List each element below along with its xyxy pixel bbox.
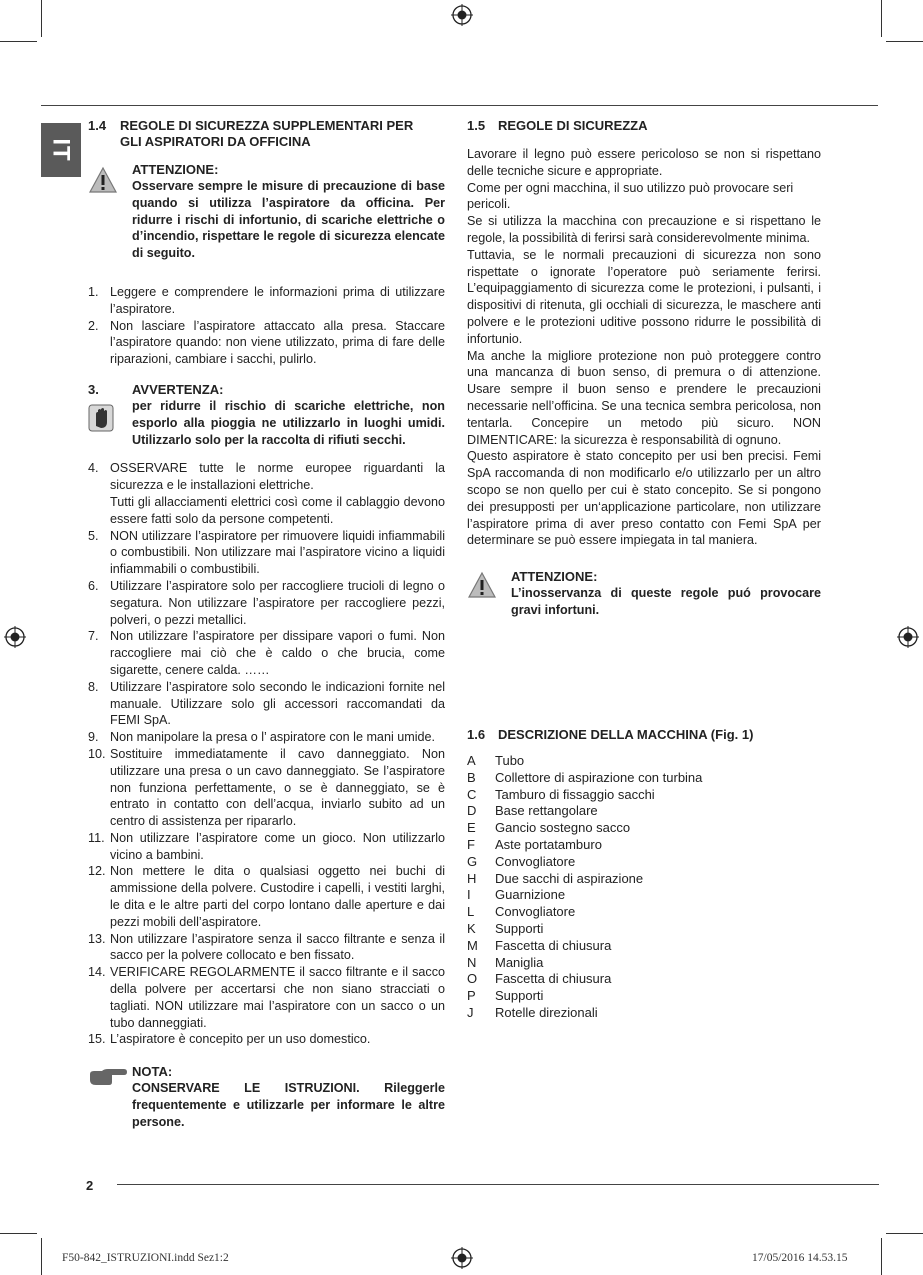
crop-mark: [881, 0, 882, 37]
part-key: K: [467, 920, 476, 936]
part-label: Tamburo di fissaggio sacchi: [495, 786, 655, 802]
part-row: [467, 904, 821, 921]
part-key: A: [467, 753, 476, 768]
list-item: [88, 679, 445, 729]
crop-mark: [881, 1238, 882, 1275]
part-label: Collettore di aspirazione con turbina: [495, 769, 703, 785]
page-number: 2: [86, 1178, 94, 1193]
heading-number: 1.5: [467, 118, 486, 133]
part-row: [467, 837, 821, 854]
footer-rule: [117, 1184, 879, 1185]
attention-text: Osservare sempre le misure di precauzione di base quando si utilizza l’aspiratore da officina. Per ridurre i rischi di infortunio, di scariche elettriche o d’incendio, rispettare le regole di sicurezza elencate di seguito.: [132, 179, 445, 261]
parts-list: [467, 753, 821, 1022]
heading-number: 1.4: [88, 118, 107, 133]
heading-line: REGOLE DI SICUREZZA SUPPLEMENTARI PER: [120, 118, 414, 133]
item-text: Utilizzare l’aspiratore solo secondo le indicazioni fornite nel manuale. Utilizzare solo gli accessori raccomandati da FEMI SpA.: [110, 679, 445, 728]
registration-mark-icon: [451, 1247, 473, 1269]
registration-mark-icon: [4, 626, 26, 648]
item-text: L’aspiratore è concepito per un uso domestico.: [110, 1032, 371, 1047]
registration-mark-icon: [451, 4, 473, 26]
item-text: Leggere e comprendere le informazioni prima di utilizzare l’aspiratore.: [110, 284, 445, 316]
item-text: Sostituire immediatamente il cavo danneggiato. Non utilizzare una presa o un cavo danneggiato. Se l’aspiratore non funziona perfettamente, o se è danneggiato, se è entrato in contatto con dell’acqua, inviarlo subito ad un centro di assistenza per ripararlo.: [110, 746, 445, 829]
part-label: Fascetta di chiusura: [495, 971, 612, 987]
part-row: [467, 753, 821, 770]
part-label: Fascetta di chiusura: [495, 937, 612, 953]
part-key: I: [467, 887, 471, 903]
list-item: [88, 746, 445, 830]
part-row: [467, 955, 821, 972]
list-item: [88, 578, 445, 628]
list-item: [88, 528, 445, 578]
part-row: [467, 803, 821, 820]
section-1-4: [88, 118, 445, 1131]
part-label: Maniglia: [495, 954, 544, 970]
list-item: [88, 729, 445, 746]
crop-mark: [41, 0, 42, 37]
item-number: 12.: [88, 864, 106, 879]
item-text: Non utilizzare l’aspiratore come un gioco. Non utilizzarlo vicino a bambini.: [110, 830, 445, 862]
list-item: [88, 830, 445, 864]
part-row: [467, 988, 821, 1005]
list-item: [88, 494, 445, 528]
part-key: M: [467, 937, 478, 953]
header-rule: [41, 105, 878, 106]
warning-block: [88, 382, 445, 448]
heading-line: GLI ASPIRATORI DA OFFICINA: [120, 134, 311, 149]
part-key: N: [467, 954, 477, 970]
item-text: Non utilizzare l’aspiratore per dissipare vapori o fumi. Non raccogliere mai ciò che è caldo o che brucia, come sigarette, cenere calda. ……: [110, 629, 445, 677]
attention-block: [88, 162, 445, 262]
rules-list: [88, 284, 445, 368]
item-number: 7.: [88, 629, 99, 644]
crop-mark: [886, 1233, 923, 1234]
part-key: F: [467, 836, 475, 852]
part-label: Supporti: [495, 920, 544, 936]
part-label: Rotelle direzionali: [495, 1004, 598, 1020]
item-text: Non utilizzare l’aspiratore senza il sacco filtrante e senza il sacco per la polvere collocato e ben fissato.: [110, 931, 445, 963]
item-number: 10.: [88, 746, 106, 761]
item-text: Non manipolare la presa o l’ aspiratore con le mani umide.: [110, 730, 436, 745]
attention-block: [467, 569, 821, 619]
crop-mark: [0, 41, 37, 42]
part-key: B: [467, 769, 476, 785]
warning-triangle-icon: [88, 166, 118, 194]
note-title: NOTA:: [132, 1064, 173, 1080]
item-number: 6.: [88, 578, 99, 593]
part-key: E: [467, 820, 476, 836]
part-label: Tubo: [495, 753, 525, 768]
list-item: [88, 1031, 445, 1048]
item-number: 2.: [88, 318, 99, 333]
paragraph: Questo aspiratore è stato concepito per usi ben precisi. Femi SpA raccomanda di non modificarlo e/o utilizzarlo per un altro scopo se non quello per cui è stato concepito. Se si pongono dei presupposti per un‘applicazione particolare, non utilizzare l’aspiratore prima di aver preso contatto con Femi SpA per determinare se può essere impiegata in tal maniera.: [467, 449, 821, 548]
part-label: Base rettangolare: [495, 803, 598, 819]
note-block: [88, 1064, 445, 1130]
item-number: 8.: [88, 679, 99, 694]
list-item: [88, 318, 445, 368]
slug-filename: F50-842_ISTRUZIONI.indd Sez1:2: [62, 1252, 229, 1264]
part-row: [467, 938, 821, 955]
item-text: Non lasciare l’aspiratore attaccato alla presa. Staccare l’aspiratore quando: non viene utilizzato, prima di fare delle riparazioni, cambiare i sacchi, pulirlo.: [110, 318, 445, 367]
part-label: Convogliatore: [495, 904, 576, 920]
section-heading: [467, 727, 821, 743]
item-number: 14.: [88, 965, 106, 980]
item-text: Utilizzare l’aspiratore solo per raccogliere trucioli di legno o segatura. Non utilizzare l’aspiratore per raccogliere pezzi, polveri, o pezzi metallici.: [110, 578, 445, 627]
language-tab: IT: [41, 123, 81, 177]
part-label: Gancio sostegno sacco: [495, 820, 631, 836]
heading-text: REGOLE DI SICUREZZA: [498, 118, 648, 133]
item-number: 15.: [88, 1032, 106, 1047]
section-1-5: [467, 118, 821, 619]
part-label: Aste portatamburo: [495, 836, 602, 852]
part-label: Supporti: [495, 988, 544, 1004]
item-number: 11.: [88, 830, 105, 845]
part-row: [467, 1005, 821, 1022]
part-row: [467, 871, 821, 888]
part-row: [467, 770, 821, 787]
list-item: [88, 931, 445, 965]
part-row: [467, 921, 821, 938]
part-label: Due sacchi di aspirazione: [495, 870, 644, 886]
note-text: CONSERVARE LE ISTRUZIONI. Rileggerle frequentemente e utilizzarle per informare le altre persone.: [132, 1081, 445, 1129]
part-row: [467, 854, 821, 871]
item-number: 13.: [88, 931, 106, 946]
slug-datetime: 17/05/2016 14.53.15: [752, 1252, 848, 1264]
list-item: [88, 284, 445, 318]
part-row: [467, 971, 821, 988]
rules-list: [88, 460, 445, 1048]
part-key: D: [467, 803, 477, 819]
part-label: Convogliatore: [495, 853, 576, 869]
part-row: [467, 887, 821, 904]
crop-mark: [41, 1238, 42, 1275]
part-key: G: [467, 853, 478, 869]
item-text: Tutti gli allacciamenti elettrici così come il cablaggio devono essere fatti solo da persone competenti.: [110, 494, 445, 526]
paragraph: Se si utilizza la macchina con precauzione e si rispettano le regole, la possibilità di ferirsi sarà considerevolmente minima.: [467, 214, 821, 245]
paragraph: Tuttavia, se le normali precauzioni di sicurezza non sono rispettate o ignorate l’operatore può seriamente ferirsi. L’equipaggiamento di sicurezza come le protezioni, i pulsanti, i dispositivi di ritenuta, gli occhiali di sicurezza, le maschere anti polvere e le protezioni uditive possono ridurre le possibilità di infortunio.: [467, 247, 821, 346]
list-item: [88, 863, 445, 930]
attention-text: L’inosservanza di queste regole puó provocare gravi infortuni.: [511, 586, 821, 617]
part-key: O: [467, 971, 478, 987]
warning-triangle-icon: [467, 571, 497, 599]
part-key: H: [467, 870, 477, 886]
heading-text: DESCRIZIONE DELLA MACCHINA (Fig. 1): [498, 727, 754, 742]
warning-title: AVVERTENZA:: [132, 381, 224, 397]
paragraph: Ma anche la migliore protezione non può proteggere contro una mancanza di buon senso, di premura o di attenzione. Usare sempre il buon senso e prendere le precauzioni necessarie nell’officina. Se una tecnica sembra pericolosa, non tentarla. Concepire un metodo più sicuro. NON DIMENTICARE: la sicurezza è responsabilità di ognuno.: [467, 348, 821, 447]
part-row: [467, 787, 821, 804]
registration-mark-icon: [897, 626, 919, 648]
section-heading: [88, 118, 445, 134]
item-number: 3.: [88, 381, 99, 397]
item-number: 1.: [88, 284, 99, 299]
item-number: 9.: [88, 730, 99, 745]
list-item: [88, 460, 445, 494]
part-key: C: [467, 786, 477, 802]
crop-mark: [0, 1233, 37, 1234]
item-text: OSSERVARE tutte le norme europee riguardanti la sicurezza e le installazioni elettriche.: [110, 461, 445, 493]
list-item: [88, 628, 445, 678]
crop-mark: [886, 41, 923, 42]
item-text: VERIFICARE REGOLARMENTE il sacco filtrante e il sacco della polvere per accertarsi che non siano stracciati o tagliati. NON utilizzare mai l’aspiratore con un sacco o un tubo danneggiati.: [110, 965, 445, 1030]
glove-icon: [88, 404, 114, 432]
item-text: NON utilizzare l’aspiratore per rimuovere liquidi infiammabili o combustibili. Non utilizzare mai l’aspiratore vicino a liquidi infiammabili o combustibili.: [110, 528, 445, 577]
warning-text: per ridurre il rischio di scariche elettriche, non esporlo alla pioggia ne utilizzarlo in luoghi umidi. Utilizzarlo solo per la raccolta di rifiuti secchi.: [132, 398, 445, 447]
list-item: [88, 964, 445, 1031]
part-label: Guarnizione: [495, 887, 566, 903]
section-1-6: [467, 727, 821, 1022]
heading-number: 1.6: [467, 727, 486, 742]
pointing-hand-icon: [88, 1066, 128, 1086]
paragraph: Come per ogni macchina, il suo utilizzo può provocare seri: [467, 180, 794, 195]
section-heading: [467, 118, 821, 134]
paragraph: pericoli.: [467, 197, 511, 212]
item-number: 5.: [88, 528, 99, 543]
attention-title: ATTENZIONE:: [132, 162, 219, 177]
item-number: 4.: [88, 461, 99, 476]
safety-paragraphs: [467, 146, 821, 549]
attention-title: ATTENZIONE:: [511, 569, 598, 585]
part-row: [467, 820, 821, 837]
part-key: P: [467, 988, 476, 1004]
part-key: L: [467, 904, 475, 920]
part-key: J: [467, 1004, 474, 1020]
item-text: Non mettere le dita o qualsiasi oggetto nei buchi di ammissione della polvere. Custodire i capelli, i vestiti larghi, le dita e le altre parti del corpo lontano dalle aperture e dai pezzi mobili dell’aspiratore.: [110, 864, 445, 929]
paragraph: Lavorare il legno può essere pericoloso se non si rispettano delle tecniche sicure e appropriate.: [467, 147, 821, 178]
